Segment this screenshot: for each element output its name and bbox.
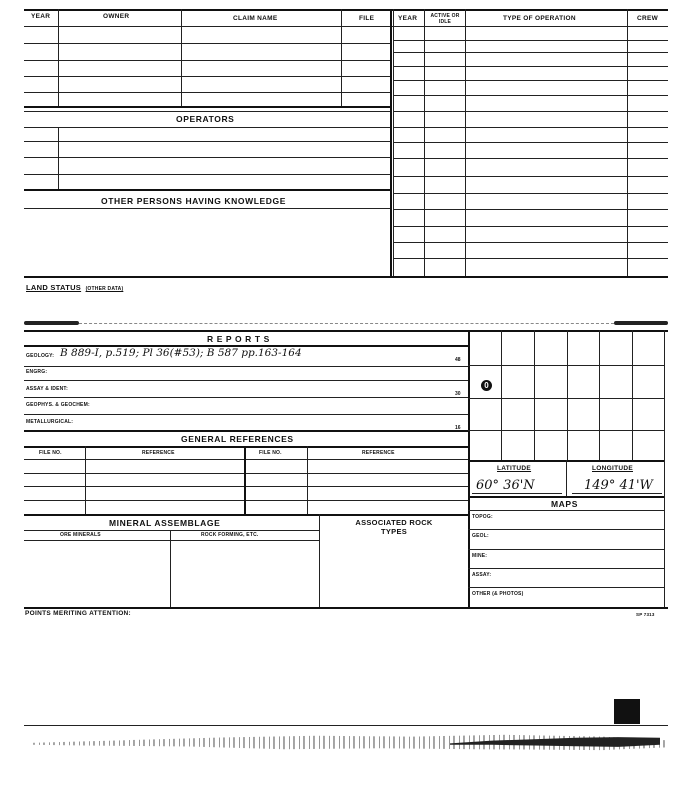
reports-heading: R E P O R T S — [207, 334, 270, 344]
scan-smudge-top — [24, 321, 79, 325]
geology-label: GEOLOGY: — [26, 353, 55, 359]
type-of-operation-header: TYPE OF OPERATION — [503, 15, 576, 22]
owner-header: OWNER — [103, 13, 130, 20]
file-no-col-1: FILE NO. — [39, 450, 62, 456]
associated-rock-types-label: ASSOCIATED ROCK TYPES — [355, 518, 433, 536]
other-persons-heading: OTHER PERSONS HAVING KNOWLEDGE — [101, 196, 287, 206]
claim-name-header: CLAIM NAME — [233, 15, 278, 22]
file-no-col-2: FILE NO. — [259, 450, 282, 456]
assay-code: 30 — [455, 391, 461, 397]
points-meriting-attention-label: POINTS MERITING ATTENTION: — [25, 610, 132, 617]
land-status-title: LAND STATUS — [26, 283, 82, 292]
rock-forming-label: ROCK FORMING, ETC. — [201, 532, 259, 538]
map-other-label: OTHER (& PHOTOS) — [472, 591, 524, 597]
maps-heading: MAPS — [551, 499, 578, 509]
longitude-value: 149° 41'W — [584, 478, 653, 493]
map-assay-label: ASSAY: — [472, 572, 492, 578]
reference-col-1: REFERENCE — [142, 450, 175, 456]
form-number: SP 7313 — [636, 612, 655, 617]
assay-ident-label: ASSAY & IDENT: — [26, 386, 68, 392]
land-status-subtitle: (OTHER DATA) — [85, 286, 124, 292]
geophys-label: GEOPHYS. & GEOCHEM: — [26, 402, 90, 408]
ore-minerals-label: ORE MINERALS — [60, 532, 101, 538]
engrg-label: ENGRG: — [26, 369, 48, 375]
operators-heading: OPERATORS — [176, 114, 235, 124]
geology-code: 48 — [455, 357, 461, 363]
grid-mark-value: 0 — [484, 381, 489, 390]
land-status-label — [26, 277, 123, 295]
grid-mark-circle — [481, 380, 492, 391]
metallurgical-label: METALLURGICAL: — [26, 419, 74, 425]
scan-smudge-top-right — [614, 321, 668, 325]
metallurgical-code: 16 — [455, 425, 461, 431]
map-mine-label: MINE: — [472, 553, 488, 559]
year-header: YEAR — [31, 13, 51, 20]
mineral-assemblage-heading: MINERAL ASSEMBLAGE — [109, 518, 221, 528]
black-block-mark — [614, 699, 640, 724]
geology-value: B 889-I, p.519; Pl 36(#53); B 587 pp.163-164 — [60, 347, 302, 359]
active-or-idle-header: ACTIVE OR IDLE — [430, 13, 460, 25]
map-geol-label: GEOL: — [472, 533, 489, 539]
file-header: FILE — [359, 15, 375, 22]
general-references-heading: GENERAL REFERENCES — [181, 434, 294, 444]
latitude-label: LATITUDE — [497, 465, 532, 472]
map-topog-label: TOPOG: — [472, 514, 493, 520]
reference-col-2: REFERENCE — [362, 450, 395, 456]
latitude-value: 60° 36'N — [476, 478, 535, 493]
longitude-label: LONGITUDE — [592, 465, 633, 472]
year-header-right: YEAR — [398, 15, 418, 22]
crew-header: CREW — [637, 15, 659, 22]
